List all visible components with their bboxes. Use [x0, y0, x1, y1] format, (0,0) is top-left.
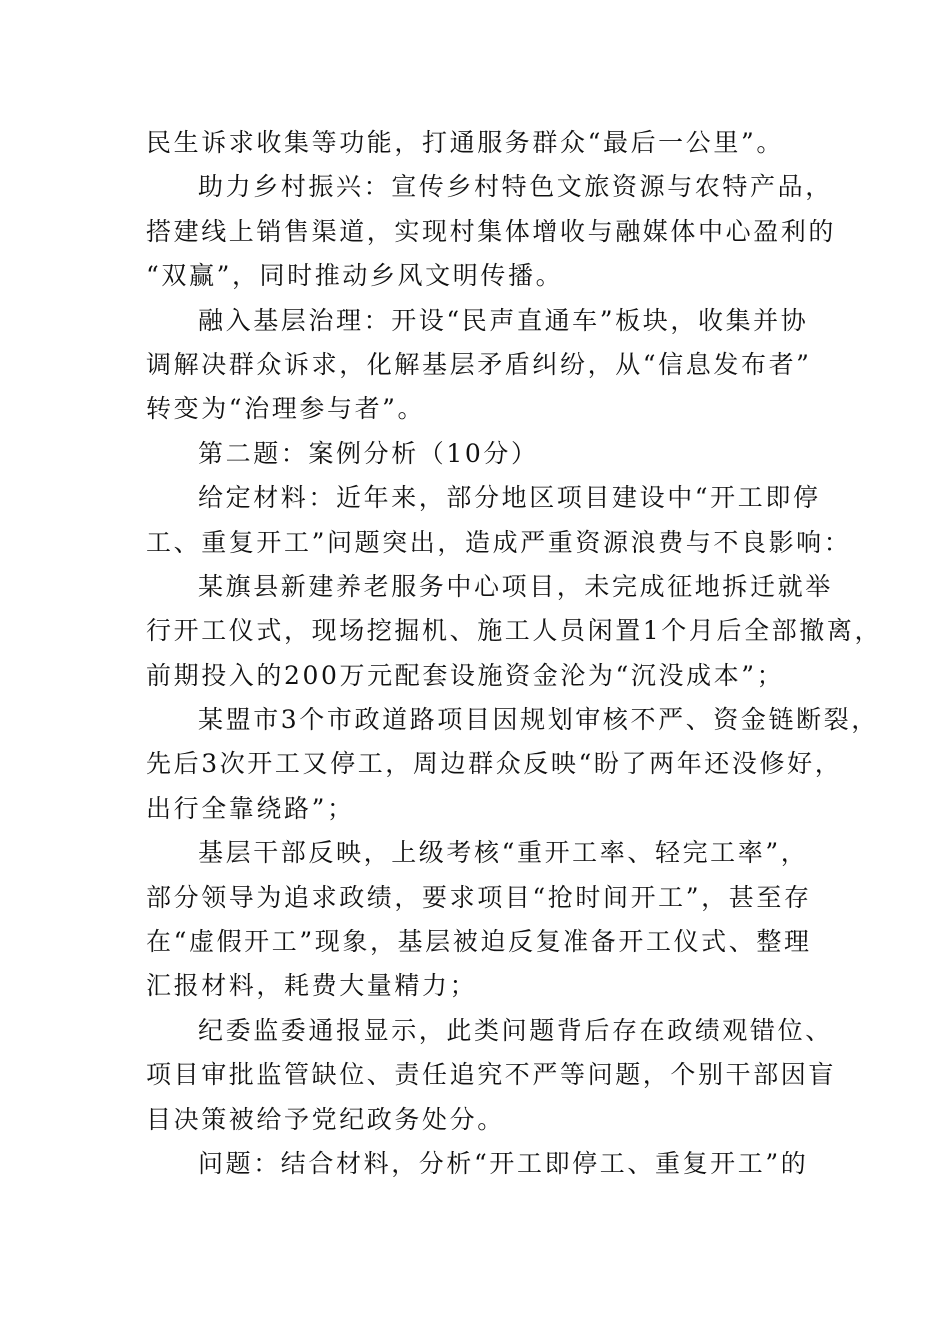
text-line: 行开工仪式，现场挖掘机、施工人员闲置1个月后全部撤离，	[146, 616, 883, 646]
text-line: 给定材料：近年来，部分地区项目建设中“开工即停	[198, 483, 821, 513]
text-line: 助力乡村振兴：宣传乡村特色文旅资源与农特产品，	[198, 172, 833, 202]
text-line: 在“虚假开工”现象，基层被迫反复准备开工仪式、整理	[146, 927, 812, 957]
text-line: 项目审批监管缺位、责任追究不严等问题，个别干部因盲	[146, 1060, 837, 1090]
document-body	[146, 121, 883, 1186]
text-line: 问题：结合材料，分析“开工即停工、重复开工”的	[198, 1148, 809, 1178]
text-line: 先后3次开工又停工，周边群众反映“盼了两年还没修好，	[146, 749, 843, 779]
text-line: “双赢”，同时推动乡风文明传播。	[146, 261, 564, 291]
text-line: 目决策被给予党纪政务处分。	[146, 1104, 505, 1134]
text-line: 部分领导为追求政绩，要求项目“抢时间开工”，甚至存	[146, 882, 812, 912]
section-heading: 第二题：案例分析（10分）	[198, 438, 539, 468]
text-line: 基层干部反映，上级考核“重开工率、轻完工率”，	[198, 838, 809, 868]
text-line: 纪委监委通报显示，此类问题背后存在政绩观错位、	[198, 1015, 833, 1045]
text-line: 某盟市3个市政道路项目因规划审核不严、资金链断裂，	[198, 705, 879, 735]
text-line: 搭建线上销售渠道，实现村集体增收与融媒体中心盈利的	[146, 216, 837, 246]
text-line: 前期投入的200万元配套设施资金沦为“沉没成本”；	[146, 660, 785, 690]
text-line: 融入基层治理：开设“民声直通车”板块，收集并协	[198, 305, 809, 335]
text-line: 转变为“治理参与者”。	[146, 394, 426, 424]
text-line: 某旗县新建养老服务中心项目，未完成征地拆迁就举	[198, 571, 833, 601]
text-line: 民生诉求收集等功能，打通服务群众“最后一公里”。	[146, 128, 784, 157]
text-line: 出行全靠绕路”；	[146, 793, 355, 823]
text-line: 调解决群众诉求，化解基层矛盾纠纷，从“信息发布者”	[146, 349, 812, 379]
text-line: 汇报材料，耗费大量精力；	[146, 971, 478, 1001]
text-line: 工、重复开工”问题突出，造成严重资源浪费与不良影响：	[146, 527, 852, 557]
